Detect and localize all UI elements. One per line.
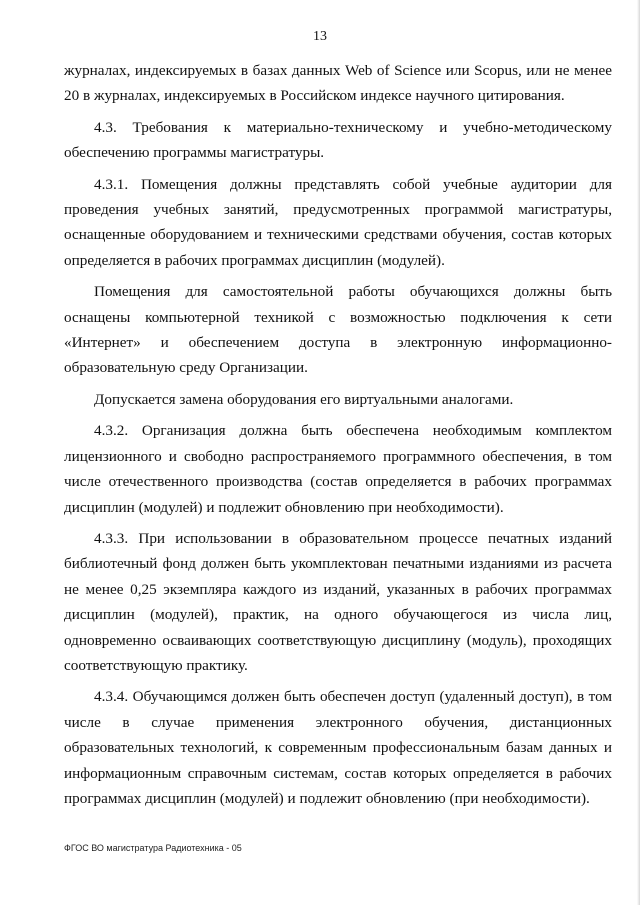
paragraph-4-3-1: 4.3.1. Помещения должны представлять собой учебные аудитории для проведения учебных занятий, предусмотренных программой магистратуры, оснащенные оборудованием и техническими средствами обучения, состав которых определяется в рабочих программах дисциплин (модулей). [64,175,612,269]
page-footer: ФГОС ВО магистратура Радиотехника - 05 [64,843,242,853]
paragraph-4-3-4: 4.3.4. Обучающимся должен быть обеспечен доступ (удаленный доступ), в том числе в случае применения электронного обучения, дистанционных образовательных технологий, к современным профессиональным базам данных и информационным справочным системам, состав которых определяется в рабочих программах дисциплин (модулей) и подлежит обновлению (при необходимости). [64,688,612,807]
page-number: 13 [313,29,327,44]
paragraph-virtual-analogs: Допускается замена оборудования его виртуальными аналогами. [94,390,514,408]
paragraph-4-3-2: 4.3.2. Организация должна быть обеспечена необходимым комплектом лицензионного и свободно распространяемого программного обеспечения, в том числе отечественного производства (состав определяется в рабочих программах дисциплин (модулей) и подлежит обновлению при необходимости). [64,422,612,516]
section-heading-4-3: 4.3. Требования к материально-техническому и учебно-методическому обеспечению программы магистратуры. [64,118,612,162]
document-body [64,58,612,817]
paragraph-continuation: журналах, индексируемых в базах данных Web of Science или Scopus, или не менее 20 в журналах, индексируемых в Российском индексе научного цитирования. [64,62,612,105]
paragraph-self-study-rooms: Помещения для самостоятельной работы обучающихся должны быть оснащены компьютерной техникой с возможностью подключения к сети «Интернет» и обеспечением доступа в электронную информационно-образовательную среду Организации. [64,283,612,377]
paragraph-4-3-3: 4.3.3. При использовании в образовательном процессе печатных изданий библиотечный фонд должен быть укомплектован печатными изданиями из расчета не менее 0,25 экземпляра каждого из изданий, указанных в рабочих программах дисциплин (модулей), практик, на одного обучающегося из числа лиц, одновременно осваивающих соответствующую дисциплину (модуль), проходящих соответствующую практику. [64,529,612,674]
